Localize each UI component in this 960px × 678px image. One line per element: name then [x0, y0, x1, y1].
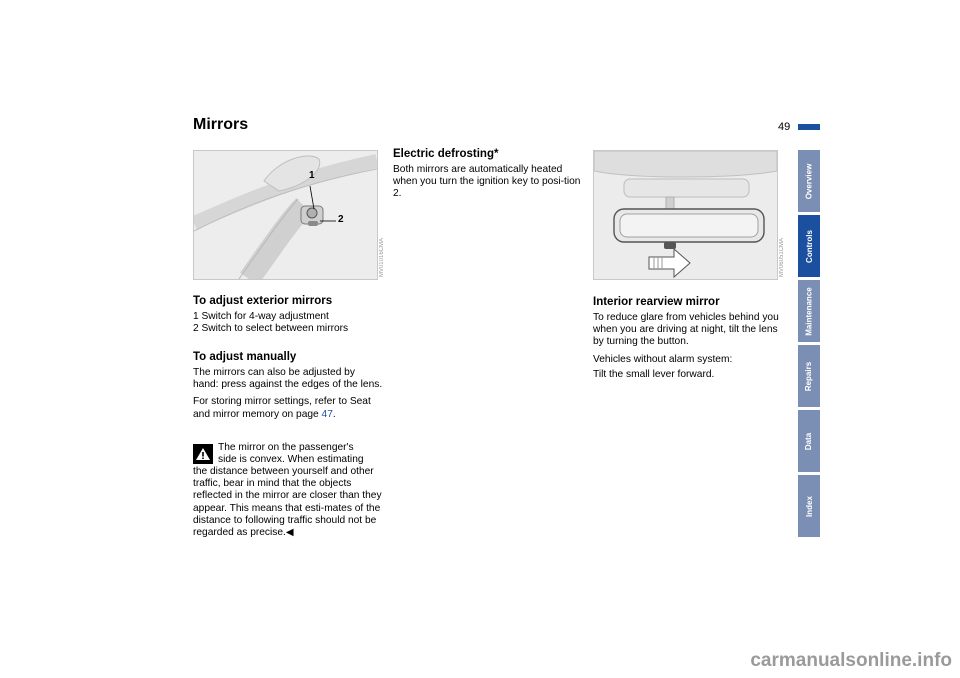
section-heading: Electric defrosting* — [393, 148, 499, 160]
paragraph: The mirrors can also be adjusted by hand: press against the edges of the lens. — [193, 367, 383, 391]
section-heading: To adjust exterior mirrors — [193, 295, 333, 307]
section-heading: Interior rearview mirror — [593, 296, 720, 308]
warning-line: The mirror on the passenger's — [218, 442, 354, 453]
paragraph: Tilt the small lever forward. — [593, 368, 715, 380]
end-marker: ◀ — [285, 527, 294, 539]
list-item: 1 Switch for 4-way adjustment — [193, 311, 329, 322]
manual-section — [193, 350, 383, 421]
tab-label: Index — [804, 495, 814, 517]
interior-section — [593, 295, 783, 381]
text-run: the distance between yourself and other traffic, bear in mind that the objects reflected in the mirror are closer than they appear. This means that esti-mates of the distance to following traffic should not be regarded as precise. — [193, 466, 382, 539]
tab-repairs[interactable] — [798, 345, 820, 407]
section-heading: To adjust manually — [193, 351, 297, 363]
defrost-section — [393, 147, 583, 201]
warning-lead — [218, 442, 383, 466]
tab-label: Controls — [804, 229, 814, 263]
tab-label: Overview — [804, 163, 814, 199]
list-item: 2 Switch to select between mirrors — [193, 323, 349, 335]
page-link[interactable]: 47 — [321, 408, 333, 420]
figure-code: MV06051CMA — [779, 238, 785, 278]
tab-label: Data — [804, 432, 814, 450]
exterior-section — [193, 294, 383, 335]
section-tabs — [798, 150, 820, 540]
door-switch-figure — [193, 150, 378, 280]
paragraph: Both mirrors are automatically heated when you turn the ignition key to posi-tion 2. — [393, 164, 581, 200]
page-number: 49 — [778, 121, 791, 133]
tab-index[interactable] — [798, 475, 820, 537]
page-title: Mirrors — [193, 116, 249, 133]
switch-list — [193, 311, 383, 335]
paragraph — [193, 396, 383, 420]
page-number-bar — [798, 124, 820, 130]
text-run: For storing mirror settings, refer to Seat and mirror memory on page — [193, 396, 371, 420]
tab-maintenance[interactable] — [798, 280, 820, 342]
watermark: carmanualsonline.info — [750, 650, 952, 671]
warning-icon — [193, 444, 213, 464]
warning-body — [193, 466, 385, 539]
tab-controls[interactable] — [798, 215, 820, 277]
warning-text — [193, 466, 385, 539]
text-run: . — [332, 408, 336, 420]
paragraph: To reduce glare from vehicles behind you when you are driving at night, tilt the lens by turning the button. — [593, 312, 779, 348]
tab-data[interactable] — [798, 410, 820, 472]
figure-label-2: 2 — [338, 214, 344, 225]
tab-label: Repairs — [804, 361, 814, 391]
warning-line: side is convex. When estimating — [218, 454, 364, 466]
figure-label-1: 1 — [309, 170, 315, 181]
tab-overview[interactable] — [798, 150, 820, 212]
paragraph: Vehicles without alarm system: — [593, 353, 733, 365]
interior-mirror-figure — [593, 150, 778, 280]
figure-code: MV01016CMA — [379, 238, 385, 278]
tab-label: Maintenance — [804, 286, 814, 336]
